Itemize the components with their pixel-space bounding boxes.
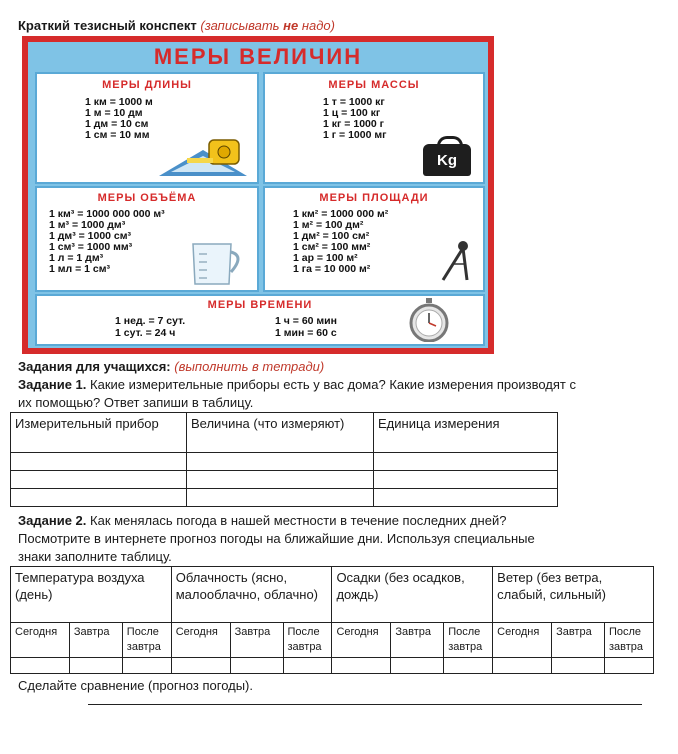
weather-cell[interactable] (122, 658, 171, 674)
weight-label: Kg (437, 152, 457, 169)
weather-cell[interactable] (391, 658, 444, 674)
group-cloudiness: Облачность (ясно, малооблачно, облачно) (171, 567, 332, 623)
weather-cell[interactable] (230, 658, 283, 674)
volume-line: 1 см³ = 1000 мм³ (49, 241, 133, 253)
task1-cell[interactable] (187, 471, 374, 489)
task1-cell[interactable] (374, 489, 558, 507)
tasks-heading-note: (выполнить в тетради) (174, 359, 325, 374)
length-line: 1 км = 1000 м (85, 96, 153, 108)
length-panel (35, 72, 259, 184)
task1-text (18, 376, 658, 412)
day-today: Сегодня (171, 623, 230, 658)
weather-cell[interactable] (493, 658, 552, 674)
volume-title: МЕРЫ ОБЪЁМА (97, 192, 197, 204)
compass-icon (433, 238, 473, 284)
day-after: После завтра (444, 623, 493, 658)
area-line: 1 км² = 1000 000 м² (293, 208, 389, 220)
length-line: 1 дм = 10 см (85, 118, 149, 130)
stopwatch-icon (403, 298, 455, 342)
weather-cell[interactable] (604, 658, 653, 674)
weather-cell[interactable] (283, 658, 332, 674)
time-line: 1 нед. = 7 сут. (115, 315, 186, 327)
task1-col-quantity: Величина (что измеряют) (187, 413, 374, 453)
length-line: 1 м = 10 дм (85, 107, 143, 119)
day-tomorrow: Завтра (69, 623, 122, 658)
length-title: МЕРЫ ДЛИНЫ (102, 79, 192, 91)
day-tomorrow: Завтра (552, 623, 605, 658)
task2-line3: знаки заполните таблицу. (18, 549, 172, 564)
day-after: После завтра (122, 623, 171, 658)
mass-panel (263, 72, 485, 184)
mass-line: 1 ц = 100 кг (323, 107, 381, 119)
task1-cell[interactable] (374, 453, 558, 471)
day-after: После завтра (283, 623, 332, 658)
mass-line: 1 кг = 1000 г (323, 118, 385, 130)
area-line: 1 дм² = 100 см² (293, 230, 370, 242)
time-line: 1 ч = 60 мин (275, 315, 337, 327)
task2-label: Задание 2. (18, 513, 87, 528)
day-today: Сегодня (493, 623, 552, 658)
task1-cell[interactable] (187, 453, 374, 471)
conspect-title: Краткий тезисный конспект (18, 18, 197, 33)
area-line: 1 ар = 100 м² (293, 252, 358, 264)
task1-table (10, 412, 558, 507)
task1-line2: их помощью? Ответ запиши в таблицу. (18, 395, 254, 410)
volume-line: 1 м³ = 1000 дм³ (49, 219, 126, 231)
time-title: МЕРЫ ВРЕМЕНИ (207, 299, 313, 311)
group-precipitation: Осадки (без осадков, дождь) (332, 567, 493, 623)
day-after: После завтра (604, 623, 653, 658)
day-tomorrow: Завтра (230, 623, 283, 658)
mass-title: МЕРЫ МАССЫ (328, 79, 420, 91)
task1-cell[interactable] (11, 453, 187, 471)
task2-table (10, 566, 654, 674)
volume-line: 1 дм³ = 1000 см³ (49, 230, 132, 242)
tasks-heading-label: Задания для учащихся: (18, 359, 171, 374)
mass-line: 1 т = 1000 кг (323, 96, 385, 108)
task1-cell[interactable] (11, 489, 187, 507)
task1-cell[interactable] (11, 471, 187, 489)
measures-poster (22, 36, 494, 354)
task2-line2: Посмотрите в интернете прогноз погоды на ближайшие дни. Используя специальные (18, 531, 535, 546)
group-temperature: Температура воздуха (день) (11, 567, 172, 623)
task1-col-device: Измерительный прибор (11, 413, 187, 453)
tasks-heading (18, 358, 324, 376)
area-title: МЕРЫ ПЛОЩАДИ (319, 192, 429, 204)
volume-line: 1 мл = 1 см³ (49, 263, 111, 275)
area-line: 1 м² = 100 дм² (293, 219, 364, 231)
task1-cell[interactable] (187, 489, 374, 507)
group-wind: Ветер (без ветра, слабый, сильный) (493, 567, 654, 623)
task2-text (18, 512, 658, 566)
task1-line1: Какие измерительные приборы есть у вас дома? Какие измерения производят с (90, 377, 576, 392)
area-panel (263, 186, 485, 292)
volume-panel (35, 186, 259, 292)
volume-line: 1 л = 1 дм³ (49, 252, 104, 264)
day-tomorrow: Завтра (391, 623, 444, 658)
weather-cell[interactable] (552, 658, 605, 674)
weight-icon (423, 144, 471, 176)
time-panel (35, 294, 485, 346)
poster-title: МЕРЫ ВЕЛИЧИН (153, 44, 363, 69)
time-line: 1 мин = 60 с (275, 327, 337, 339)
mass-line: 1 г = 1000 мг (323, 129, 387, 141)
time-line: 1 сут. = 24 ч (115, 327, 176, 339)
weather-cell[interactable] (332, 658, 391, 674)
task1-col-unit: Единица измерения (374, 413, 558, 453)
conspect-note: (записывать не надо) (200, 18, 335, 33)
comparison-text: Сделайте сравнение (прогноз погоды). (18, 678, 254, 693)
length-line: 1 см = 10 мм (85, 129, 150, 141)
volume-line: 1 км³ = 1000 000 000 м³ (49, 208, 165, 220)
task2-line1: Как менялась погода в нашей местности в течение последних дней? (90, 513, 507, 528)
day-today: Сегодня (332, 623, 391, 658)
measuring-cup-icon (187, 240, 249, 286)
area-line: 1 см² = 100 мм² (293, 241, 371, 253)
tape-measure-icon (157, 136, 252, 178)
weather-cell[interactable] (171, 658, 230, 674)
weather-cell[interactable] (444, 658, 493, 674)
day-today: Сегодня (11, 623, 70, 658)
weather-cell[interactable] (11, 658, 70, 674)
task1-label: Задание 1. (18, 377, 87, 392)
task1-cell[interactable] (374, 471, 558, 489)
weather-cell[interactable] (69, 658, 122, 674)
conspect-header (18, 18, 335, 33)
answer-line[interactable] (88, 704, 642, 705)
area-line: 1 га = 10 000 м² (293, 263, 371, 275)
